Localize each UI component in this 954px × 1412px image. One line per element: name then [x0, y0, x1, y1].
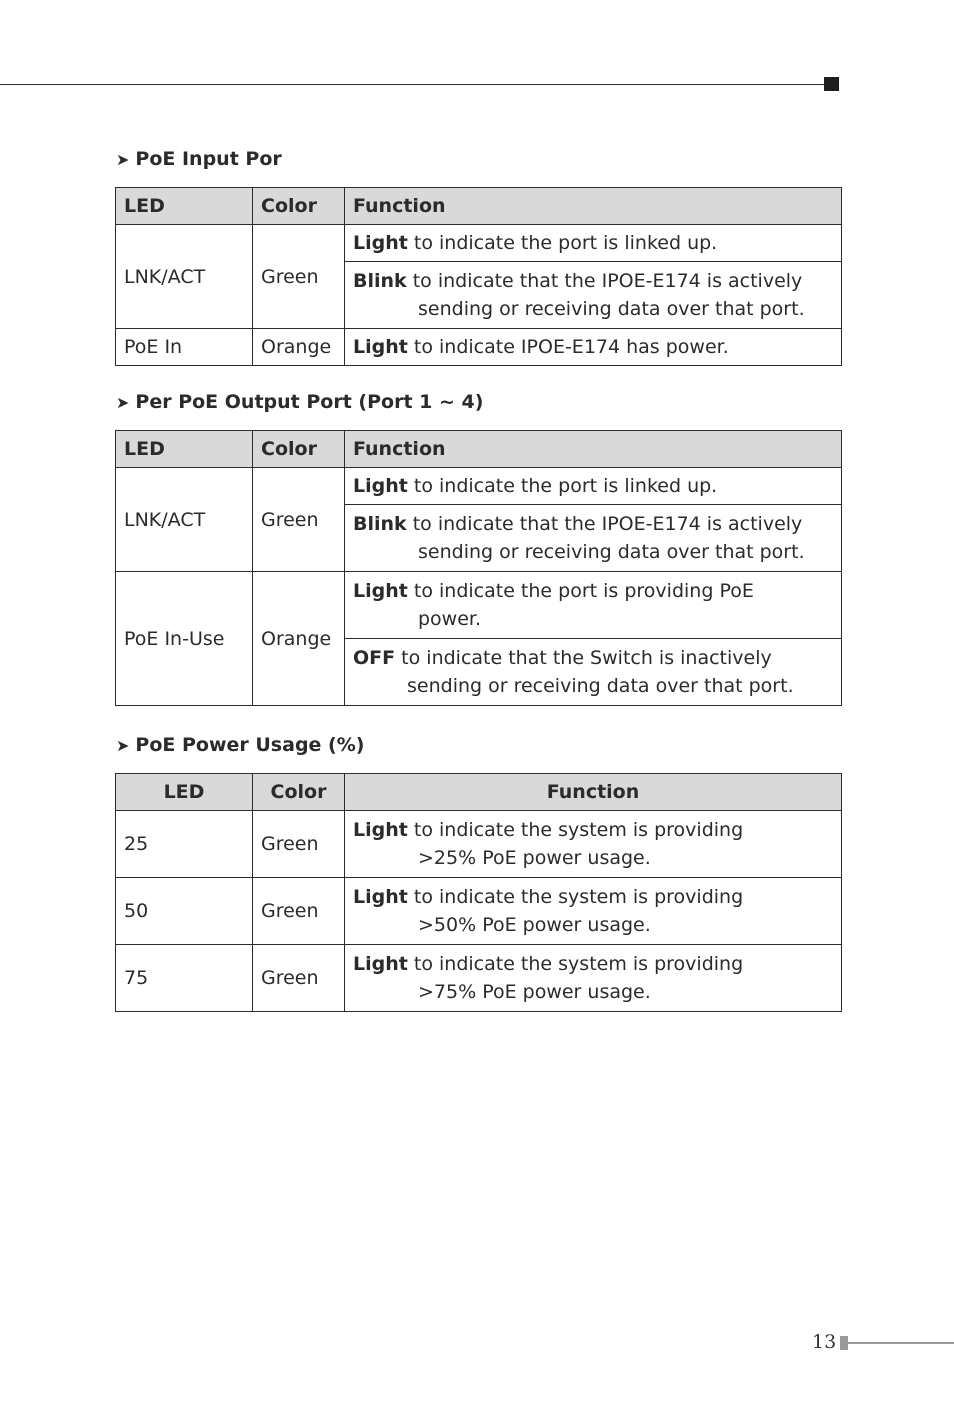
- header-color: Color: [253, 188, 345, 225]
- function-keyword: Blink: [353, 270, 407, 292]
- color-cell: Green: [253, 878, 345, 945]
- led-cell: 50: [116, 878, 253, 945]
- table-row: [116, 225, 842, 262]
- section-heading-poe-output: [116, 391, 483, 413]
- table-header-row: [116, 188, 842, 225]
- footer-rule: [848, 1342, 954, 1344]
- led-cell: PoE In: [116, 329, 253, 366]
- section-heading-text: PoE Power Usage (%): [135, 734, 365, 756]
- header-led: LED: [116, 431, 253, 468]
- table-row: [116, 945, 842, 1012]
- function-cell: [345, 225, 842, 262]
- function-text-continued: >75% PoE power usage.: [418, 981, 651, 1003]
- table-header-row: [116, 774, 842, 811]
- section-heading-poe-power-usage: [116, 734, 364, 756]
- led-cell: PoE In-Use: [116, 572, 253, 706]
- arrow-bullet-icon: ➤: [116, 393, 130, 412]
- section-heading-text: Per PoE Output Port (Port 1 ~ 4): [135, 391, 484, 413]
- function-cell: [345, 572, 842, 639]
- function-cell: [345, 468, 842, 505]
- function-text: to indicate that the IPOE-E174 is actively: [412, 513, 803, 535]
- function-cell: [345, 945, 842, 1012]
- function-cell: [345, 811, 842, 878]
- color-cell: Green: [253, 225, 345, 329]
- header-color: Color: [253, 431, 345, 468]
- color-cell: Green: [253, 945, 345, 1012]
- poe-power-usage-led-table: [115, 773, 842, 1012]
- page-number: 13: [812, 1331, 837, 1353]
- arrow-bullet-icon: ➤: [116, 150, 130, 169]
- function-text-continued: sending or receiving data over that port.: [418, 298, 805, 320]
- color-cell: Green: [253, 468, 345, 572]
- function-keyword: Light: [353, 336, 408, 358]
- color-cell: Green: [253, 811, 345, 878]
- table-row: [116, 468, 842, 505]
- table-row: [116, 878, 842, 945]
- header-square-marker: [824, 77, 839, 91]
- header-led: LED: [116, 188, 253, 225]
- header-led: LED: [116, 774, 253, 811]
- function-cell: [345, 329, 842, 366]
- function-text: to indicate the system is providing: [413, 886, 744, 908]
- color-cell: Orange: [253, 572, 345, 706]
- table-row: [116, 572, 842, 639]
- poe-input-led-table: [115, 187, 842, 366]
- function-text-continued: sending or receiving data over that port.: [407, 675, 794, 697]
- color-cell: Orange: [253, 329, 345, 366]
- function-cell: [345, 505, 842, 572]
- function-text: to indicate the system is providing: [413, 819, 744, 841]
- led-cell: LNK/ACT: [116, 225, 253, 329]
- led-cell: 25: [116, 811, 253, 878]
- function-keyword: OFF: [353, 647, 396, 669]
- table-row: [116, 811, 842, 878]
- header-function: Function: [345, 431, 842, 468]
- table-row: [116, 329, 842, 366]
- header-color: Color: [253, 774, 345, 811]
- poe-output-led-table: [115, 430, 842, 706]
- table-header-row: [116, 431, 842, 468]
- function-keyword: Light: [353, 953, 408, 975]
- arrow-bullet-icon: ➤: [116, 736, 130, 755]
- header-function: Function: [345, 774, 842, 811]
- function-text: to indicate the port is linked up.: [413, 475, 718, 497]
- header-function: Function: [345, 188, 842, 225]
- function-keyword: Blink: [353, 513, 407, 535]
- function-cell: [345, 878, 842, 945]
- function-keyword: Light: [353, 580, 408, 602]
- led-cell: LNK/ACT: [116, 468, 253, 572]
- function-keyword: Light: [353, 819, 408, 841]
- function-text: to indicate the port is linked up.: [413, 232, 718, 254]
- function-keyword: Light: [353, 886, 408, 908]
- section-heading-poe-input: [116, 148, 282, 170]
- section-heading-text: PoE Input Por: [135, 148, 282, 170]
- function-text: to indicate that the Switch is inactively: [401, 647, 772, 669]
- function-cell: [345, 639, 842, 706]
- function-keyword: Light: [353, 475, 408, 497]
- function-text-continued: sending or receiving data over that port.: [418, 541, 805, 563]
- led-cell: 75: [116, 945, 253, 1012]
- function-text-continued: >50% PoE power usage.: [418, 914, 651, 936]
- function-text: to indicate IPOE-E174 has power.: [413, 336, 729, 358]
- function-keyword: Light: [353, 232, 408, 254]
- function-cell: [345, 262, 842, 329]
- function-text: to indicate the port is providing PoE: [413, 580, 754, 602]
- function-text: to indicate that the IPOE-E174 is actively: [412, 270, 803, 292]
- header-rule: [0, 84, 826, 85]
- footer-marker: [840, 1336, 848, 1350]
- function-text-continued: >25% PoE power usage.: [418, 847, 651, 869]
- function-text-continued: power.: [418, 608, 482, 630]
- function-text: to indicate the system is providing: [413, 953, 744, 975]
